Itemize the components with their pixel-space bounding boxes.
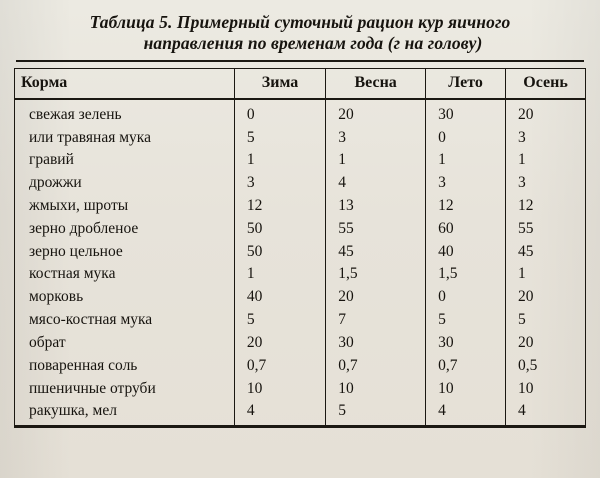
column-header-winter: Зима <box>234 68 325 99</box>
cell-winter: 5 <box>234 126 325 149</box>
cell-autumn: 10 <box>506 377 586 400</box>
cell-autumn: 20 <box>506 99 586 126</box>
cell-winter: 3 <box>234 172 325 195</box>
cell-feed: пшеничные отруби <box>15 377 235 400</box>
cell-winter: 50 <box>234 217 325 240</box>
table-row <box>15 149 586 172</box>
column-header-spring: Весна <box>326 68 426 99</box>
cell-spring: 1,5 <box>326 263 426 286</box>
table-row <box>15 126 586 149</box>
column-header-feed: Корма <box>15 68 235 99</box>
table-row <box>15 195 586 218</box>
cell-feed: морковь <box>15 286 235 309</box>
table-row <box>15 309 586 332</box>
table-row <box>15 331 586 354</box>
cell-winter: 50 <box>234 240 325 263</box>
cell-spring: 10 <box>326 377 426 400</box>
cell-winter: 0 <box>234 99 325 126</box>
cell-feed: или травяная мука <box>15 126 235 149</box>
cell-autumn: 3 <box>506 126 586 149</box>
table-row <box>15 240 586 263</box>
table-row <box>15 263 586 286</box>
cell-feed: зерно цельное <box>15 240 235 263</box>
cell-feed: обрат <box>15 331 235 354</box>
table-header <box>15 68 586 99</box>
cell-spring: 7 <box>326 309 426 332</box>
cell-winter: 0,7 <box>234 354 325 377</box>
cell-feed: свежая зелень <box>15 99 235 126</box>
cell-summer: 60 <box>426 217 506 240</box>
feed-ration-table <box>14 68 586 427</box>
table-header-row <box>15 68 586 99</box>
cell-winter: 40 <box>234 286 325 309</box>
cell-summer: 0,7 <box>426 354 506 377</box>
table-row <box>15 286 586 309</box>
cell-summer: 12 <box>426 195 506 218</box>
table-row <box>15 400 586 426</box>
cell-autumn: 12 <box>506 195 586 218</box>
table-title-line-1: Таблица 5. Примерный суточный рацион кур яичного <box>89 12 511 32</box>
cell-spring: 4 <box>326 172 426 195</box>
cell-feed: ракушка, мел <box>15 400 235 426</box>
table-container <box>14 68 586 429</box>
cell-feed: мясо-костная мука <box>15 309 235 332</box>
cell-autumn: 20 <box>506 331 586 354</box>
cell-winter: 10 <box>234 377 325 400</box>
cell-feed: гравий <box>15 149 235 172</box>
cell-winter: 20 <box>234 331 325 354</box>
cell-summer: 5 <box>426 309 506 332</box>
title-divider <box>16 60 584 62</box>
cell-summer: 10 <box>426 377 506 400</box>
cell-summer: 30 <box>426 99 506 126</box>
cell-winter: 4 <box>234 400 325 426</box>
cell-spring: 0,7 <box>326 354 426 377</box>
table-row <box>15 99 586 126</box>
cell-feed: жмыхи, шроты <box>15 195 235 218</box>
cell-spring: 13 <box>326 195 426 218</box>
cell-autumn: 0,5 <box>506 354 586 377</box>
cell-summer: 40 <box>426 240 506 263</box>
cell-winter: 5 <box>234 309 325 332</box>
table-title-line-2: направления по временам года (г на голову) <box>143 33 483 54</box>
cell-autumn: 45 <box>506 240 586 263</box>
cell-autumn: 20 <box>506 286 586 309</box>
column-header-autumn: Осень <box>506 68 586 99</box>
table-body <box>15 99 586 426</box>
cell-feed: костная мука <box>15 263 235 286</box>
table-title <box>14 10 586 55</box>
cell-spring: 30 <box>326 331 426 354</box>
cell-feed: дрожжи <box>15 172 235 195</box>
cell-summer: 30 <box>426 331 506 354</box>
table-row <box>15 217 586 240</box>
cell-autumn: 55 <box>506 217 586 240</box>
cell-feed: поваренная соль <box>15 354 235 377</box>
cell-spring: 20 <box>326 286 426 309</box>
cell-spring: 55 <box>326 217 426 240</box>
column-header-summer: Лето <box>426 68 506 99</box>
cell-autumn: 1 <box>506 263 586 286</box>
cell-spring: 3 <box>326 126 426 149</box>
cell-summer: 1 <box>426 149 506 172</box>
cell-spring: 1 <box>326 149 426 172</box>
cell-autumn: 5 <box>506 309 586 332</box>
cell-summer: 4 <box>426 400 506 426</box>
cell-summer: 0 <box>426 286 506 309</box>
table-row <box>15 377 586 400</box>
cell-winter: 12 <box>234 195 325 218</box>
cell-spring: 45 <box>326 240 426 263</box>
table-row <box>15 172 586 195</box>
cell-spring: 5 <box>326 400 426 426</box>
table-row <box>15 354 586 377</box>
cell-autumn: 3 <box>506 172 586 195</box>
cell-summer: 0 <box>426 126 506 149</box>
cell-spring: 20 <box>326 99 426 126</box>
cell-summer: 3 <box>426 172 506 195</box>
cell-winter: 1 <box>234 149 325 172</box>
cell-summer: 1,5 <box>426 263 506 286</box>
cell-autumn: 1 <box>506 149 586 172</box>
cell-autumn: 4 <box>506 400 586 426</box>
cell-feed: зерно дробленое <box>15 217 235 240</box>
cell-winter: 1 <box>234 263 325 286</box>
